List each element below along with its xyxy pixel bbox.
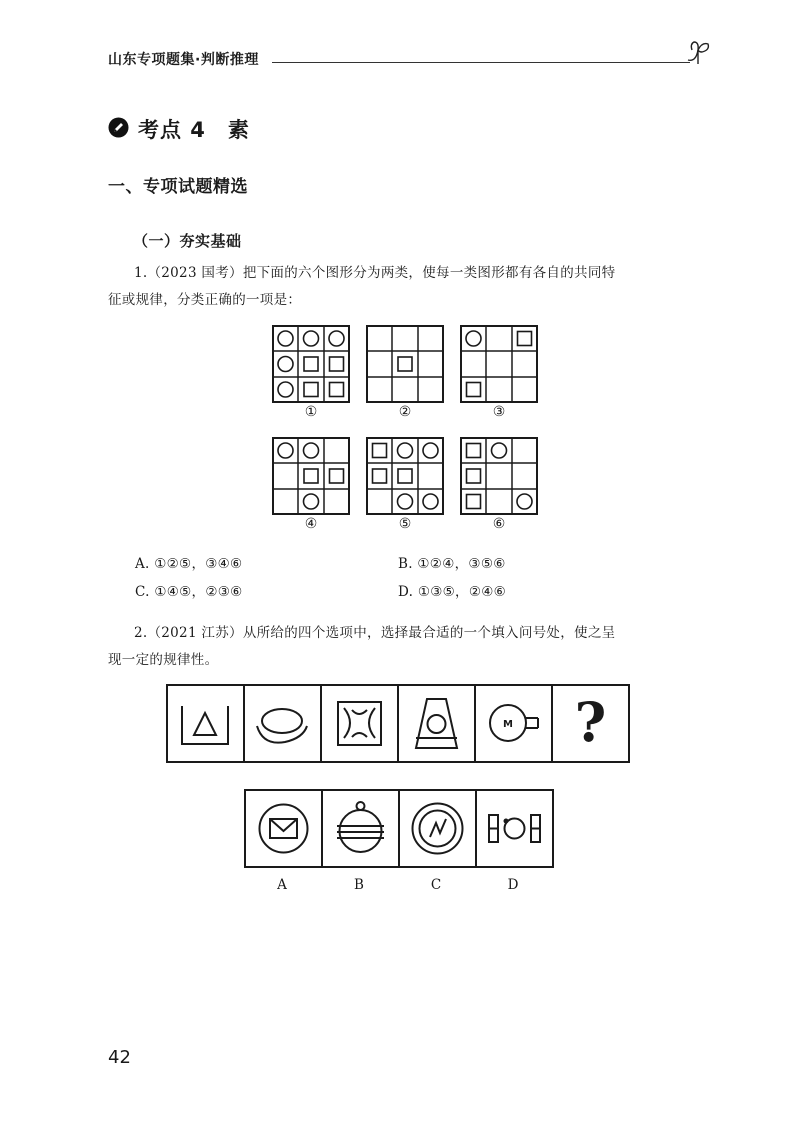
question-2-line-1: 2.（2021 江苏）从所给的四个选项中，选择最合适的一个填入问号处，使之呈 <box>134 625 616 641</box>
sprout-icon <box>680 38 716 68</box>
answer-label-d: D <box>507 877 519 893</box>
question-2-line-2: 现一定的规律性。 <box>108 652 219 668</box>
header-rule <box>272 62 690 63</box>
answer-cell-a[interactable] <box>244 789 323 868</box>
circle-plug-icon <box>476 686 551 761</box>
question-mark: ? <box>574 690 607 754</box>
option-d[interactable]: D. ①③⑤，②④⑥ <box>398 584 507 600</box>
sequence-cell-2 <box>243 684 322 763</box>
circle-with-lines-icon <box>323 791 398 866</box>
magnet-ring-icon <box>477 791 552 866</box>
pencil-badge-icon <box>108 117 129 138</box>
answer-cell-b[interactable] <box>321 789 400 868</box>
figure-4-grid <box>272 437 350 515</box>
question-1-text <box>108 260 698 314</box>
lightning-in-circle-icon <box>400 791 475 866</box>
figure-4-label: ④ <box>304 516 318 532</box>
svg-text:M: M <box>503 719 513 730</box>
running-header-title: 山东专项题集·判断推理 <box>108 52 259 68</box>
figure-1-grid <box>272 325 350 403</box>
question-2-answers <box>244 789 554 868</box>
sequence-cell-5 <box>474 684 553 763</box>
section-title: 考点 4 素 <box>138 118 250 142</box>
figure-6-label: ⑥ <box>492 516 506 532</box>
figure-6-grid <box>460 437 538 515</box>
ellipse-swirl-icon <box>245 686 320 761</box>
figure-2-grid <box>366 325 444 403</box>
answer-cell-c[interactable] <box>398 789 477 868</box>
sequence-cell-1 <box>166 684 245 763</box>
page-number: 42 <box>108 1047 131 1068</box>
figure-2-label: ② <box>398 404 412 420</box>
triangle-in-bracket-icon <box>168 686 243 761</box>
trapezoid-circle-icon <box>399 686 474 761</box>
sequence-cell-4 <box>397 684 476 763</box>
question-1-line-2: 征或规律，分类正确的一项是： <box>108 292 302 308</box>
answer-cell-d[interactable] <box>475 789 554 868</box>
figure-3-grid <box>460 325 538 403</box>
sequence-cell-question[interactable] <box>551 684 630 763</box>
heading-level2: （一）夯实基础 <box>133 232 242 250</box>
heading-level1: 一、专项试题精选 <box>108 177 248 197</box>
question-2-sequence <box>166 684 630 763</box>
envelope-in-circle-icon <box>246 791 321 866</box>
answer-label-b: B <box>354 877 364 893</box>
answer-label-c: C <box>430 877 442 893</box>
figure-3-label: ③ <box>492 404 506 420</box>
question-2-text <box>108 620 698 674</box>
sequence-cell-3 <box>320 684 399 763</box>
option-b[interactable]: B. ①②④，③⑤⑥ <box>398 556 506 572</box>
answer-label-a: A <box>277 877 287 893</box>
figure-5-label: ⑤ <box>398 516 412 532</box>
square-with-arcs-icon <box>322 686 397 761</box>
option-c[interactable]: C. ①④⑤，②③⑥ <box>135 584 243 600</box>
option-a[interactable]: A. ①②⑤，③④⑥ <box>135 556 243 572</box>
figure-5-grid <box>366 437 444 515</box>
figure-1-label: ① <box>304 404 318 420</box>
question-1-line-1: 1.（2023 国考）把下面的六个图形分为两类，使每一类图形都有各自的共同特 <box>134 265 616 281</box>
